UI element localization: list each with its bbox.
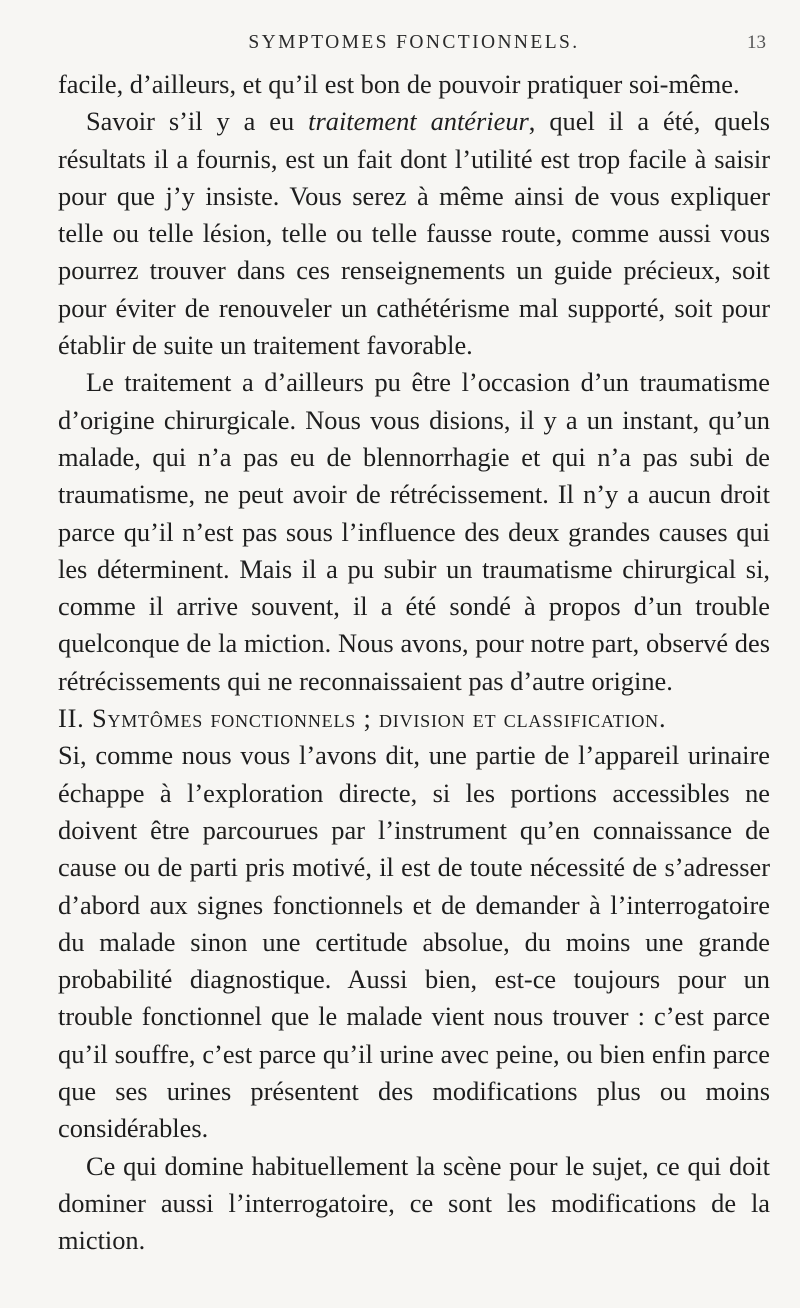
- paragraph-text: , quel il a été, quels résultats il a fournis, est un fait dont l’utilité est trop facile à saisir pour que j’y insiste. Vous serez à même ainsi de vous expliquer telle ou telle lésion, telle ou telle fausse route, comme aussi vous pourrez trouver dans ces renseignements un guide précieux, soit pour éviter de renouveler un cathétérisme mal supporté, soit pour établir de suite un traitement favorable.: [58, 106, 770, 361]
- paragraph-continuation: facile, d’ailleurs, et qu’il est bon de pouvoir pratiquer soi-même.: [58, 69, 740, 99]
- section-heading: II. Symtômes fonctionnels ; division et classification.: [58, 703, 667, 734]
- running-head: [58, 30, 770, 56]
- page-number: 13: [747, 32, 766, 53]
- paragraph-functional-signs: Si, comme nous vous l’avons dit, une partie de l’appareil urinaire échappe à l’exploration directe, si les portions accessibles ne doivent être parcourues par l’instrument qu’en connaissance de cause ou de parti pris motivé, il est de toute nécessité de s’adresser d’abord aux signes fonctionnels et de demander à l’interrogatoire du malade sinon une certitude absolue, du moins une grande probabilité diagnostique. Aussi bien, est-ce toujours pour un trouble fonctionnel que le malade vient nous trouver : c’est parce qu’il souffre, c’est parce qu’il urine avec peine, ou bien enfin parce que ses urines présentent des modifications plus ou moins considérables.: [58, 740, 770, 1144]
- paragraph-previous-treatment: [58, 103, 770, 364]
- paragraph-surgical-trauma: Le traitement a d’ailleurs pu être l’occasion d’un traumatisme d’origine chirurgicale. Nous vous disions, il y a un instant, qu’un malade, qui n’a pas eu de blennorrhagie et qui n’a pas subi de traumatisme, ne peut avoir de rétrécissement. Il n’y a aucun droit parce qu’il n’est pas sous l’influence des deux grandes causes qui les déterminent. Mais il a pu subir un traumatisme chirurgical si, comme il arrive souvent, il a été sondé à propos d’un trouble quelconque de la miction. Nous avons, pour notre part, observé des rétrécissements qui ne reconnaissaient pas d’autre origine.: [58, 367, 770, 696]
- running-title: SYMPTOMES FONCTIONNELS.: [248, 32, 580, 53]
- body-text: [58, 66, 770, 1260]
- paragraph-text: Savoir s’il y a eu: [86, 106, 309, 137]
- italic-term: traitement antérieur: [308, 106, 529, 137]
- paragraph-miction: Ce qui domine habituellement la scène pour le sujet, ce qui doit dominer aussi l’interrogatoire, ce sont les modifications de la miction.: [58, 1150, 770, 1256]
